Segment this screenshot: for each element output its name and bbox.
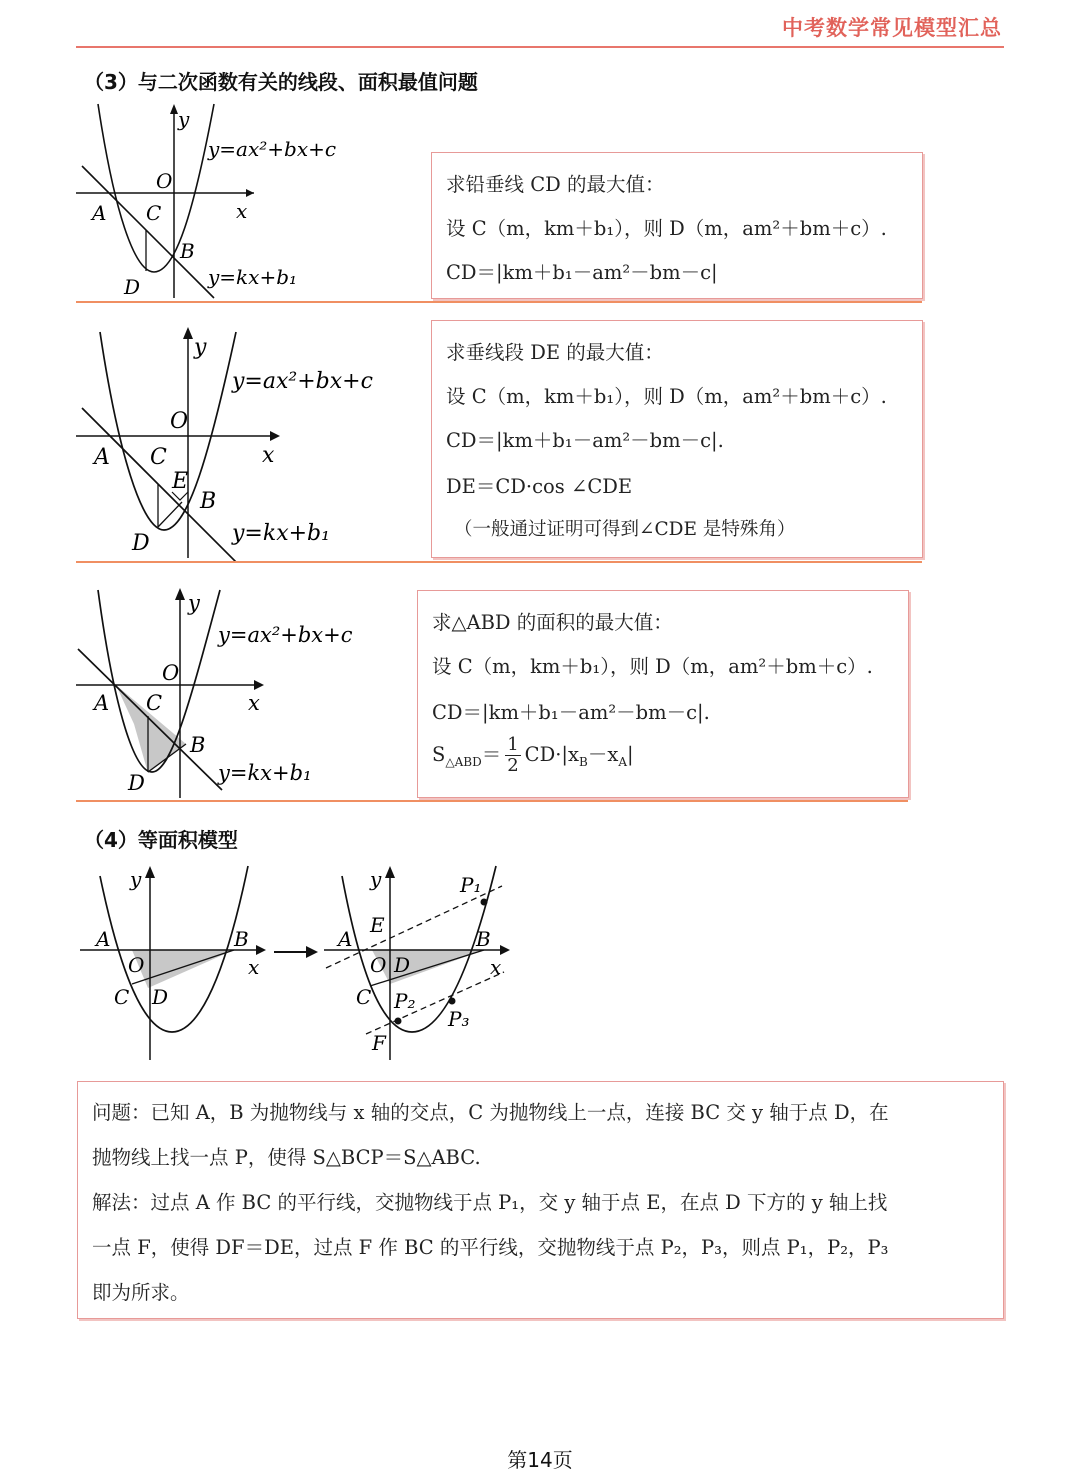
label-e: E (172, 469, 189, 494)
y-axis-arrow (183, 327, 193, 339)
point-p3 (449, 998, 456, 1005)
box1-line3: CD＝|km＋b₁－am²－bm－c| (446, 261, 718, 284)
box2-line1: 求垂线段 DE 的最大值： (446, 341, 664, 364)
label-a: A (94, 691, 110, 715)
segment-de (158, 502, 182, 527)
label-d: D (394, 953, 411, 977)
solution-line3: 即为所求。 (92, 1281, 190, 1304)
one-half-fraction (505, 735, 520, 776)
label-a: A (92, 201, 107, 225)
label-o: O (170, 409, 189, 434)
label-x: x (236, 199, 248, 223)
s-sub: △ABD (445, 754, 482, 769)
box2-line4: DE＝CD·cos ∠CDE (446, 475, 633, 498)
figure-4b-area-model (320, 862, 520, 1062)
label-o: O (128, 953, 145, 977)
label-y: y (178, 107, 190, 131)
box2-line3: CD＝|km＋b₁－am²－bm－c|. (446, 429, 724, 452)
solution-line1: 解法：过点 A 作 BC 的平行线，交抛物线于点 P₁，交 y 轴于点 E，在点 D 下方的 y 轴上找 (92, 1191, 888, 1214)
label-o: O (162, 661, 180, 685)
page-number: 第14页 (507, 1448, 573, 1472)
y-axis-arrow (170, 104, 178, 114)
sub-a: A (618, 754, 627, 769)
label-a: A (94, 445, 110, 470)
label-d: D (124, 275, 141, 299)
section4-title: （4）等面积模型 (84, 828, 238, 852)
fraction-numerator: 1 (507, 734, 519, 755)
sub-b: B (579, 754, 588, 769)
label-y: y (370, 867, 382, 891)
fraction-denominator: 2 (507, 755, 519, 776)
label-y: y (188, 591, 200, 615)
problem-line2: 抛物线上找一点 P，使得 S△BCP＝S△ABC. (92, 1146, 481, 1169)
label-x: x (262, 443, 275, 468)
x-axis-arrow (246, 189, 254, 197)
separator-3 (76, 800, 908, 802)
abs-bar: | (627, 743, 634, 766)
figure-1-cd-vertical (76, 100, 346, 300)
x-axis-arrow (270, 431, 280, 441)
label-e: E (370, 913, 385, 937)
label-x: x (248, 955, 260, 979)
y-axis-arrow (385, 866, 395, 878)
label-c: C (114, 985, 130, 1009)
separator-2 (76, 561, 922, 563)
label-o: O (370, 953, 387, 977)
box3-line3: CD＝|km＋b₁－am²－bm－c|. (432, 701, 710, 724)
box1-line2: 设 C（m，km＋b₁），则 D（m，am²＋bm＋c）. (446, 217, 887, 240)
label-c: C (150, 445, 167, 470)
figure-4a-area-model (76, 862, 276, 1062)
y-axis-arrow (175, 588, 185, 600)
separator-1 (76, 301, 922, 303)
label-c: C (356, 985, 372, 1009)
box2-line2: 设 C（m，km＋b₁），则 D（m，am²＋bm＋c）. (446, 385, 887, 408)
label-line: y=kx+b₁ (232, 521, 330, 546)
box3-area-formula (432, 735, 634, 776)
box1-line1: 求铅垂线 CD 的最大值： (446, 173, 665, 196)
label-x: x (248, 691, 260, 715)
label-parabola: y=ax²+bx+c (218, 623, 353, 647)
label-b: B (200, 489, 217, 514)
label-y: y (194, 335, 207, 360)
label-d: D (152, 985, 169, 1009)
s-rest: CD·|x (524, 743, 579, 766)
point-p1 (481, 899, 488, 906)
x-axis-arrow (256, 945, 266, 955)
figure-3-abd-area (76, 584, 396, 800)
label-a: A (338, 927, 353, 951)
y-axis-arrow (145, 866, 155, 878)
label-y: y (130, 867, 142, 891)
minus-x: －x (587, 743, 619, 766)
label-o: O (156, 169, 173, 193)
label-f: F (372, 1031, 386, 1055)
label-b: B (180, 239, 195, 263)
label-parabola: y=ax²+bx+c (208, 137, 337, 161)
line-kx (82, 408, 238, 562)
label-b: B (476, 927, 491, 951)
label-p2: P₂ (394, 989, 416, 1013)
transform-arrow (272, 940, 322, 964)
label-b: B (190, 733, 206, 757)
box-de-max (431, 320, 923, 558)
box3-line2: 设 C（m，km＋b₁），则 D（m，am²＋bm＋c）. (432, 655, 873, 678)
header-rule (76, 46, 1004, 48)
label-c: C (146, 691, 163, 715)
label-c: C (146, 201, 162, 225)
section3-title: （3）与二次函数有关的线段、面积最值问题 (84, 70, 478, 94)
label-a: A (96, 927, 111, 951)
label-line: y=kx+b₁ (218, 761, 312, 785)
point-p2 (395, 1018, 402, 1025)
box3-line1: 求△ABD 的面积的最大值： (432, 611, 673, 634)
label-d: D (128, 771, 145, 795)
label-p3: P₃ (448, 1007, 470, 1031)
label-b: B (234, 927, 249, 951)
box-abd-area (417, 590, 909, 798)
header-title: 中考数学常见模型汇总 (782, 16, 1002, 40)
label-line: y=kx+b₁ (208, 265, 298, 289)
x-axis-arrow (254, 680, 264, 690)
equals: ＝ (481, 743, 502, 766)
problem-line1: 问题：已知 A，B 为抛物线与 x 轴的交点，C 为抛物线上一点，连接 BC 交 y 轴于点 D，在 (92, 1101, 889, 1124)
solution-line2: 一点 F，使得 DF＝DE，过点 F 作 BC 的平行线，交抛物线于点 P₂，P₃，则点 P₁，P₂，P₃ (92, 1236, 889, 1259)
box-cd-max (431, 152, 923, 299)
label-x: x (490, 955, 502, 979)
label-p1: P₁ (460, 873, 482, 897)
s-label: S (432, 743, 446, 766)
box2-line5: （一般通过证明可得到∠CDE 是特殊角） (454, 519, 796, 540)
arrow-head (306, 946, 318, 958)
label-d: D (132, 531, 150, 556)
label-parabola: y=ax²+bx+c (232, 369, 373, 394)
figure-2-de-perpendicular (76, 322, 406, 562)
x-axis-arrow (500, 945, 510, 955)
line-kx (82, 166, 214, 298)
